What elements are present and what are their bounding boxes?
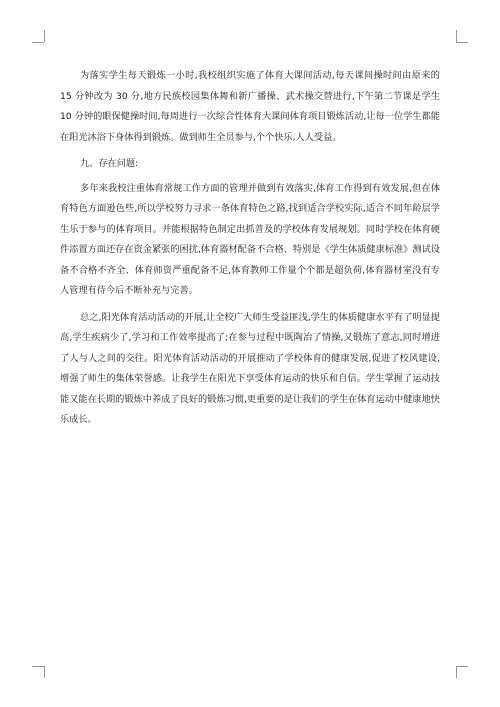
paragraph-exercise-implementation: 为落实学生每天锻炼一小时,我校组织实施了体育大课间活动,每天课间操时间由原来的 15 分钟改为 30 分,地方民族校园集体舞和新广播操、武术操交替进行,下午第二节课是学生 10 分钟的眼保健操时间,每周进行一次综合性体育大课间体育项目锻炼活动,让每一位学生都能在阳光沐浴下身体得到锻炼。做到师生全员参与,个个快乐,人人受益。 bbox=[60, 70, 443, 143]
paragraph-conclusion: 总之,阳光体育活动活动的开展,让全校广大师生受益匪浅,学生的体质健康水平有了明显提高,学生疾病少了,学习和工作效率提高了;在参与过程中既陶冶了情操,又锻炼了意志,同时增进了人与人之间的交往。阳光体育活动活动的开展推动了学校体育的健康发展,促进了校风建设,增强了师生的集体荣誉感。让我学生在阳光下享受体育运动的快乐和自信。学生掌握了运动技能又能在长期的锻炼中养成了良好的锻炼习惯,更重要的是让我们的学生在体育运动中健康地快乐成长。 bbox=[60, 311, 440, 425]
document-body bbox=[60, 66, 443, 431]
paragraph-existing-problems: 多年来我校注重体育常规工作方面的管理并做到有效落实,体育工作得到有效发展,但在体育特色方面逊色些,所以学校努力寻求一条体育特色之路,找到适合学校实际,适合不同年龄层学生乐于参与的体育项目。并能根据特色制定出抓普及的学校体育发展规划。同时学校在体育硬件添置方面还存在资金紧张的困扰,体育器材配备不合格、特别是《学生体质健康标准》测试设备不合格不齐全、体育师资严重配备不足,体育教师工作量个个都是超负荷,体育器材室没有专人管理有待今后不断补充与完善。 bbox=[60, 182, 440, 296]
section-heading-existing-problems: 九、存在问题: bbox=[80, 158, 139, 169]
